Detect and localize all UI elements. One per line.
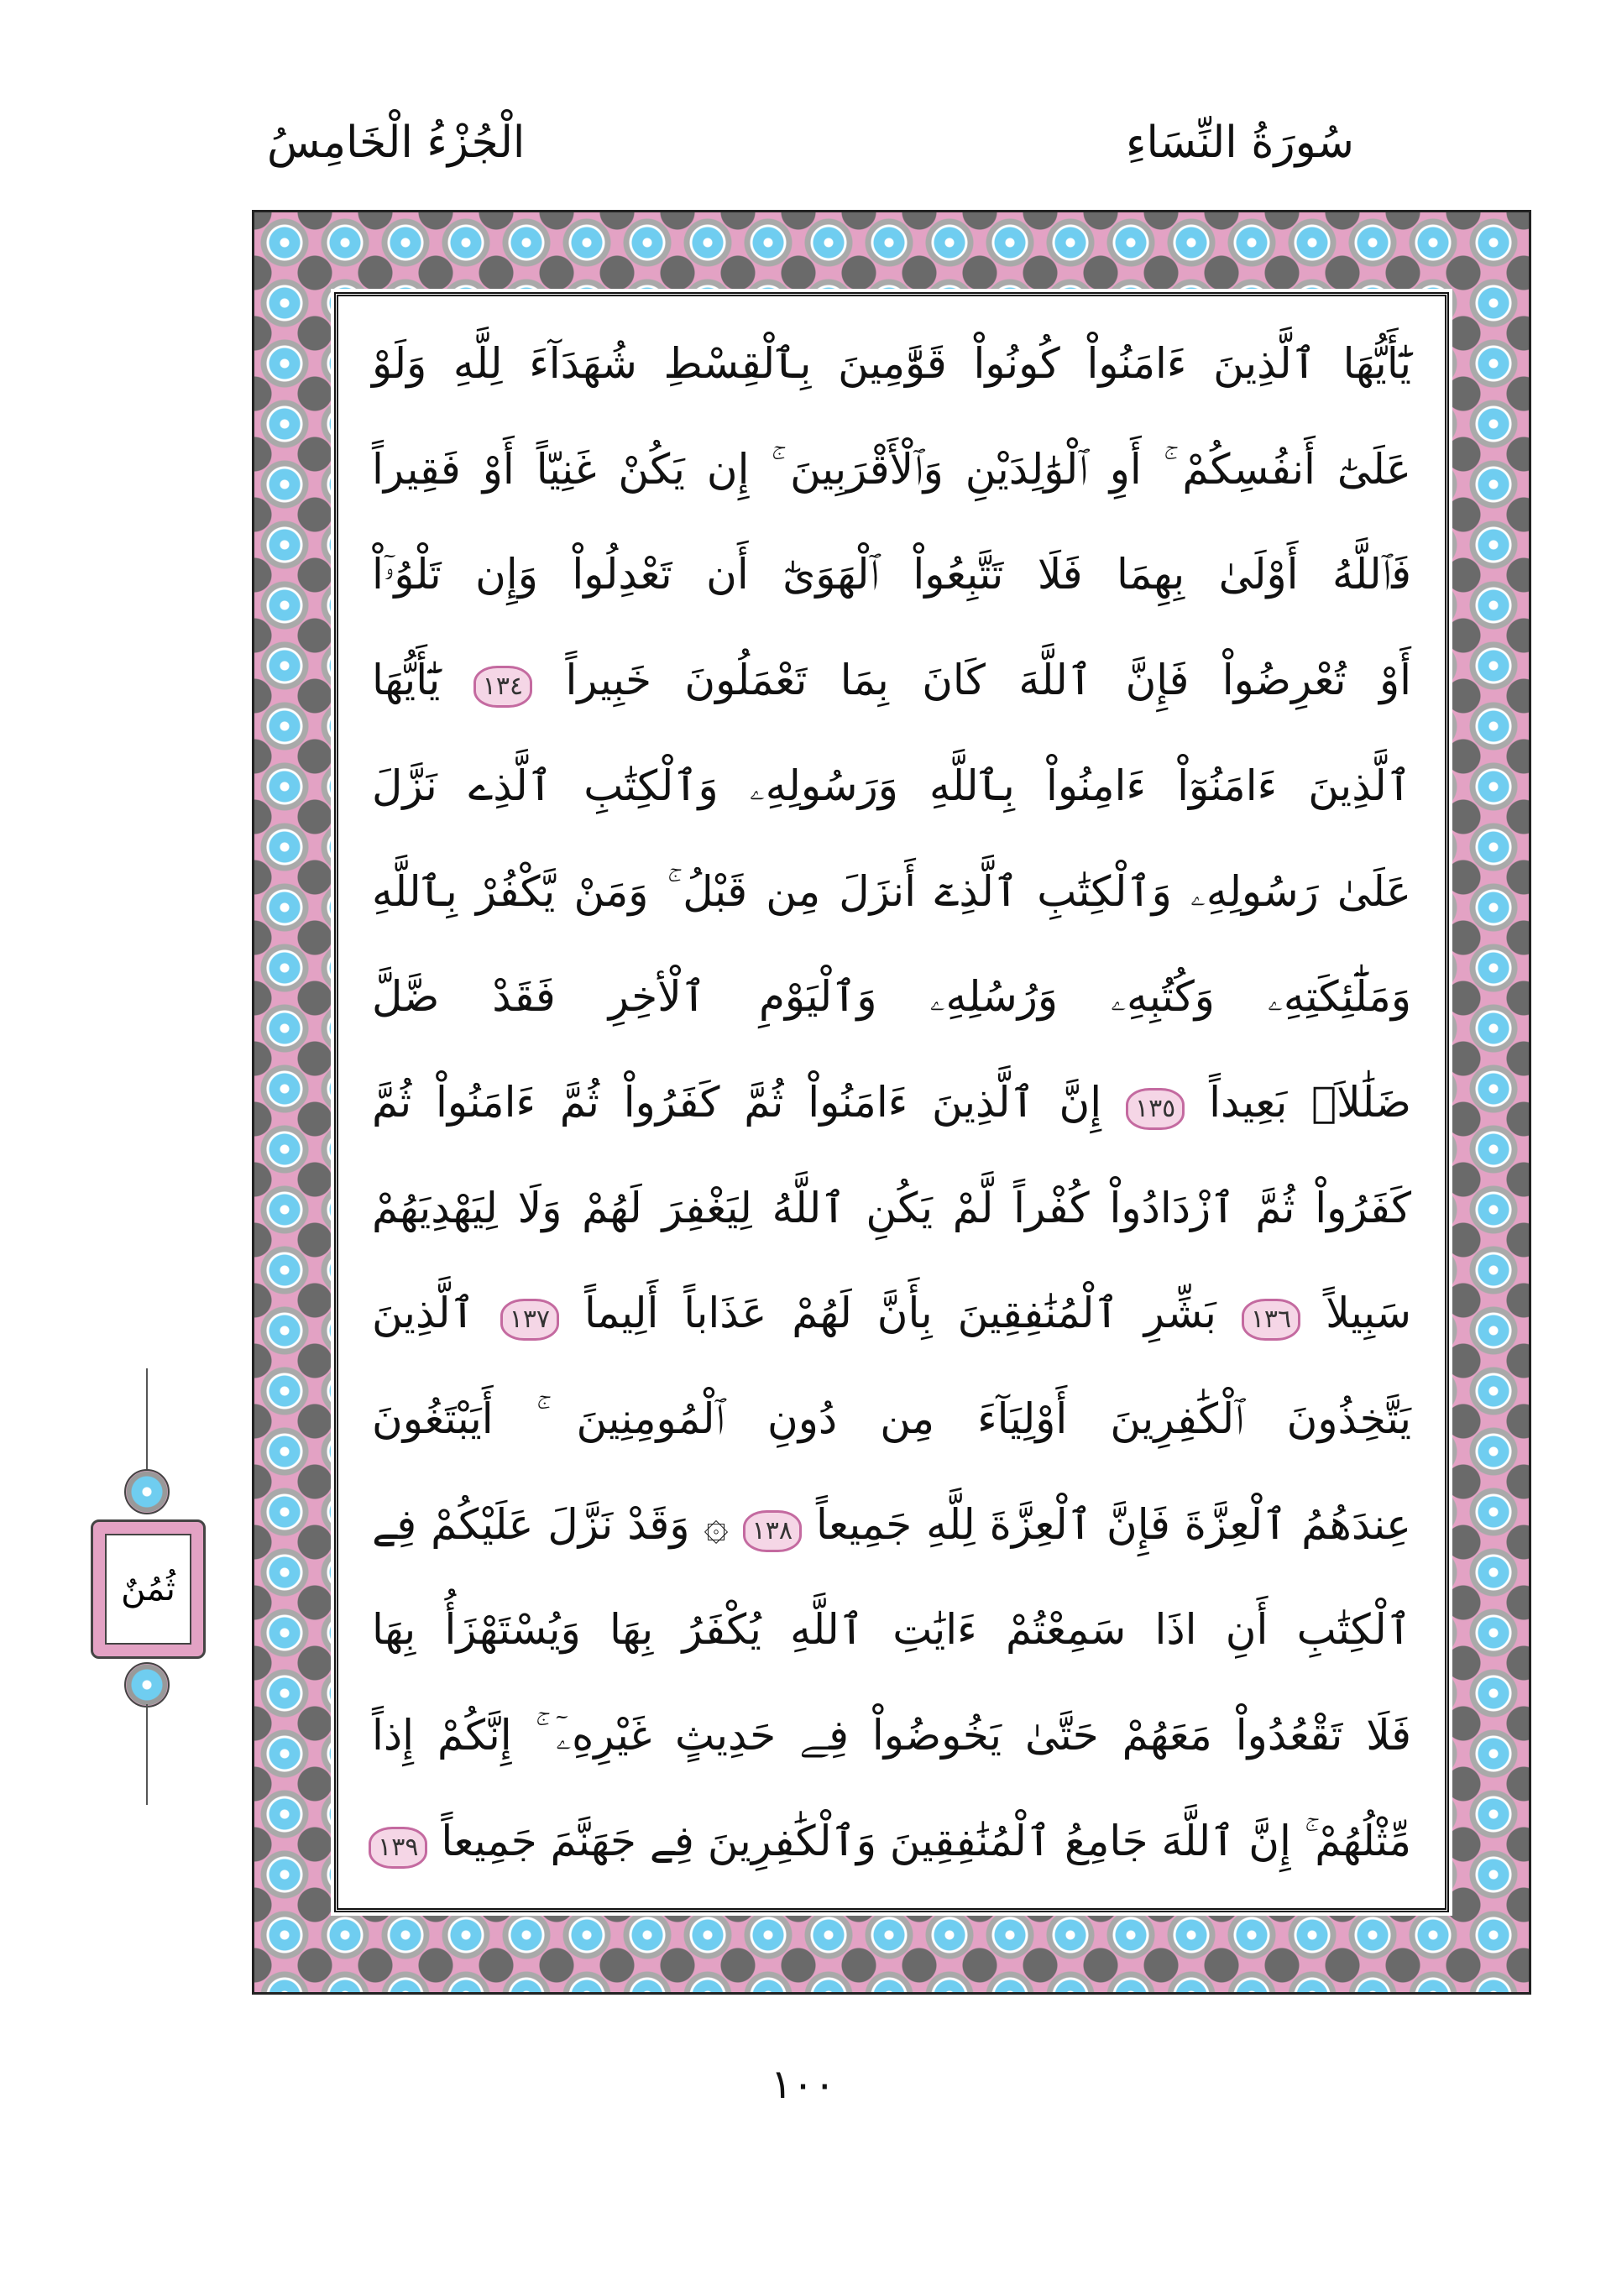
verse-line xyxy=(372,1052,1411,1153)
verse-text: إِنَّ ٱلَّذِينَ ءَامَنُواْ ثُمَّ كَفَرُواْ ثُمَّ ءَامَنُواْ ثُمَّ xyxy=(372,1077,1102,1127)
verse-line xyxy=(372,1368,1411,1469)
verse-text: وَمَلَٰٓئِكَتِهِۦ وَكُتُبِهِۦ وَرُسُلِهِۦ وَٱلْيَوْمِ ٱلْأخِرِ فَقَدْ ضَّلَّ xyxy=(372,972,1411,1022)
verse-line xyxy=(372,1579,1411,1680)
verse-text: يَٰٓأَيُّهَا ٱلَّذِينَ ءَامَنُواْ كُونُواْ قَوَّٰمِينَ بِٱلْقِسْطِ شُهَدَآءَ لِلَّهِ وَلَوْ xyxy=(372,339,1411,388)
verse-text: ٱلْكِتَٰبِ أَنِ اذَا سَمِعْتُمْ ءَايَٰتِ ٱللَّهِ يُكْفَرُ بِهَا وَيُسْتَهْزَأُ بِهَا xyxy=(372,1605,1411,1655)
verse-line xyxy=(372,1685,1411,1786)
verse-text: بَشِّرِ ٱلْمُنَٰفِقِينَ بِأَنَّ لَهُمْ عَذَاباً أَلِيماً xyxy=(583,1289,1216,1338)
ayah-number-marker: ١٣٤ xyxy=(473,666,532,708)
verse-text: مِّثْلُهُمْ ۚ إِنَّ ٱللَّهَ جَامِعُ ٱلْمُنَٰفِقِينَ وَٱلْكَٰفِرِينَ فِے جَهَنَّمَ جَمِيعاً xyxy=(441,1816,1411,1865)
verse-line xyxy=(372,1791,1411,1891)
ayah-number-marker: ١٣٥ xyxy=(1126,1088,1185,1130)
marker-box xyxy=(91,1519,206,1659)
flower-icon xyxy=(124,1662,170,1708)
text-panel xyxy=(334,292,1449,1912)
verse-line xyxy=(372,419,1411,520)
ayah-number-marker: ١٣٦ xyxy=(1242,1299,1300,1341)
verse-line xyxy=(372,1263,1411,1363)
verse-text: يَٰٓأَيُّهَا xyxy=(372,656,441,705)
verse-text: عِندَهُمُ ٱلْعِزَّةَ فَإِنَّ ٱلْعِزَّةَ لِلَّهِ جَمِيعاً xyxy=(815,1499,1411,1549)
page-number: ١٠٠ xyxy=(770,2061,836,2108)
ayah-number-marker: ١٣٩ xyxy=(369,1827,427,1869)
verse-text: فَلَا تَقْعُدُواْ مَعَهُمْ حَتَّىٰ يَخُوضُواْ فِے حَدِيثٍ غَيْرِهِۦٓ ۚ إِنَّكُمْ إِذاً xyxy=(372,1711,1411,1760)
verse-line xyxy=(372,630,1411,730)
verse-text: ٱلَّذِينَ ءَامَنُوٓاْ ءَامِنُواْ بِٱللَّهِ وَرَسُولِهِۦ وَٱلْكِتَٰبِ ٱلَّذِے نَزَّلَ xyxy=(372,761,1411,810)
verse-line xyxy=(372,524,1411,625)
marker-label: ثُمُنٌ xyxy=(121,1570,175,1608)
verse-line xyxy=(372,1158,1411,1258)
juz-header: الْجُزْءُ الْخَامِسُ xyxy=(267,118,526,168)
verse-line xyxy=(372,841,1411,942)
marker-stem xyxy=(146,1704,148,1805)
verse-text: سَبِيلاً xyxy=(1326,1289,1411,1338)
verse-text: ٱلَّذِينَ xyxy=(372,1289,475,1338)
surah-name-header: سُورَةُ النِّسَاءِ xyxy=(1126,118,1354,168)
verse-line xyxy=(372,1474,1411,1575)
verse-text: أَوْ تُعْرِضُواْ فَإِنَّ ٱللَّهَ كَانَ بِمَا تَعْمَلُونَ خَبِيراً xyxy=(565,656,1411,705)
verse-text: ضَلَٰلاَۢ بَعِيداً xyxy=(1209,1077,1411,1127)
verse-text: عَلَىٰ رَسُولِهِۦ وَٱلْكِتَٰبِ ٱلَّذِےٓ أَنزَلَ مِن قَبْلُ ۚ وَمَنْ يَّكْفُرْ بِٱللَّهِ xyxy=(372,866,1411,916)
verse-line xyxy=(372,313,1411,414)
verse-text: فَٱللَّهُ أَوْلَىٰ بِهِمَا فَلَا تَتَّبِعُواْ ٱلْهَوَىٰٓ أَن تَعْدِلُواْ وَإِن تَلْوُۥٓاْ xyxy=(372,550,1411,599)
verse-text: ۞ وَقَدْ نَزَّلَ عَلَيْكُمْ فِے xyxy=(372,1499,729,1549)
ayah-number-marker: ١٣٧ xyxy=(500,1299,559,1341)
verse-line xyxy=(372,946,1411,1047)
flower-icon xyxy=(124,1469,170,1514)
ornamental-border xyxy=(252,210,1531,1995)
verse-text: عَلَىٰٓ أَنفُسِكُمْ ۚ أَوِ ٱلْوَٰلِدَيْنِ وَٱلْأَقْرَبِينَ ۚ إِن يَكُنْ غَنِيّاً أَوْ فَقِيراً xyxy=(372,444,1411,494)
marker-stem xyxy=(146,1368,148,1477)
hizb-eighth-marker xyxy=(91,1368,204,1805)
verse-text: يَتَّخِذُونَ ٱلْكَٰفِرِينَ أَوْلِيَآءَ مِن دُونِ ٱلْمُومِنِينَ ۚ أَيَبْتَغُونَ xyxy=(372,1394,1411,1444)
verse-lines xyxy=(372,313,1411,1891)
verse-text: كَفَرُواْ ثُمَّ ٱزْدَادُواْ كُفْراً لَّمْ يَكُنِ ٱللَّهُ لِيَغْفِرَ لَهُمْ وَلَا لِيَهْدِيَهُمْ xyxy=(372,1183,1411,1232)
verse-line xyxy=(372,735,1411,836)
ayah-number-marker: ١٣٨ xyxy=(743,1510,802,1552)
